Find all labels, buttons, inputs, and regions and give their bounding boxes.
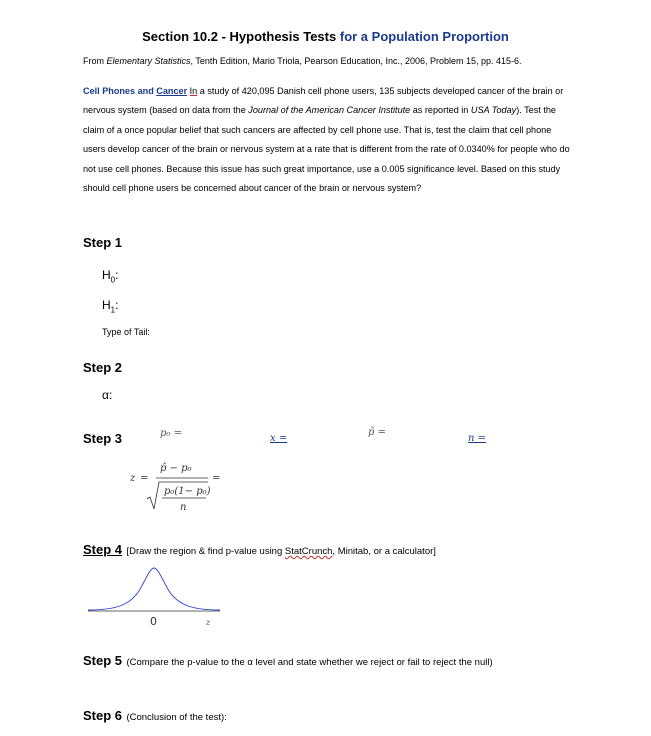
step5-label: Step 5 xyxy=(83,653,123,668)
problem-text-2: as reported in xyxy=(410,105,471,116)
formula-z: z xyxy=(130,473,136,484)
problem-text-3: ). Test the claim of a once popular belief that such cancers are affected by cell phone use. That is, test the claim that cell phone users develop cancer of the brain or nervous system at a rate that is different from the rate of 0.0340% for people who do not use cell phones. Because this issue has such great importance, use a 0.005 significance level. Based on this study should cell phone users be concerned about cancer of the brain or nervous system? xyxy=(83,105,570,194)
page-title xyxy=(0,29,651,44)
phat-label: p̂ = xyxy=(368,427,386,438)
title-suffix: for a Population Proportion xyxy=(339,29,509,44)
normal-curve-sketch xyxy=(84,566,224,628)
problem-paragraph xyxy=(83,82,573,198)
tail-type-label: Type of Tail: xyxy=(102,327,150,337)
step4-text-post: , Minitab, or a calculator] xyxy=(332,546,436,557)
cancer-link[interactable]: Cancer xyxy=(156,86,188,96)
h1-field xyxy=(102,298,118,314)
step6-line xyxy=(83,707,227,725)
h0-letter: H xyxy=(102,268,111,282)
step5-line xyxy=(83,652,493,670)
h0-field xyxy=(102,268,118,284)
h1-sub: 1 xyxy=(110,305,116,315)
z-formula xyxy=(128,454,288,524)
newspaper-name: USA Today xyxy=(470,105,517,116)
formula-eq-left: = xyxy=(140,473,149,484)
problem-in-word: In xyxy=(189,86,198,96)
title-prefix: Section 10.2 - Hypothesis Tests xyxy=(142,29,337,44)
formula-denom-n: n xyxy=(180,502,187,513)
x-label: x = xyxy=(270,433,288,444)
step4-label: Step 4 xyxy=(83,542,123,557)
problem-lead: Cell Phones and xyxy=(83,86,154,96)
n-label: n = xyxy=(468,433,486,444)
h1-colon: : xyxy=(115,298,119,312)
p0-label: p₀ = xyxy=(160,428,182,439)
h0-sub: 0 xyxy=(110,275,116,285)
curve-z-label: z xyxy=(206,618,211,627)
source-citation xyxy=(83,56,522,66)
formula-eq-right: = xyxy=(212,473,221,484)
step1-label: Step 1 xyxy=(83,235,123,250)
problem-text-1: a study of 420,095 Danish cell phone users, 135 subjects developed cancer of the brain or nervous system (based on data from the xyxy=(83,86,564,116)
step4-text-pre: [Draw the region & find p-value using xyxy=(126,546,285,557)
alpha-label: α: xyxy=(102,388,113,402)
formula-numerator: p̂ − p₀ xyxy=(160,463,192,474)
source-from: From xyxy=(83,56,107,66)
step2-label: Step 2 xyxy=(83,360,123,375)
step3-label: Step 3 xyxy=(83,431,123,446)
source-book: Elementary Statistics xyxy=(106,56,191,66)
step4-line xyxy=(83,541,436,559)
journal-name: Journal of the American Cancer Institute xyxy=(248,105,411,116)
step5-text: (Compare the p-value to the α level and state whether we reject or fail to reject the null) xyxy=(126,657,493,668)
step6-label: Step 6 xyxy=(83,708,123,723)
h0-colon: : xyxy=(115,268,119,282)
h1-letter: H xyxy=(102,298,111,312)
formula-denom-top: p₀(1− p₀) xyxy=(164,486,211,497)
source-rest: , Tenth Edition, Mario Triola, Pearson Education, Inc., 2006, Problem 15, pp. 415-6. xyxy=(190,56,522,66)
step6-text: (Conclusion of the test): xyxy=(126,712,227,723)
normal-curve-path xyxy=(88,568,220,610)
curve-zero-label: 0 xyxy=(150,615,157,628)
statcrunch-word: StatCrunch xyxy=(284,546,333,557)
